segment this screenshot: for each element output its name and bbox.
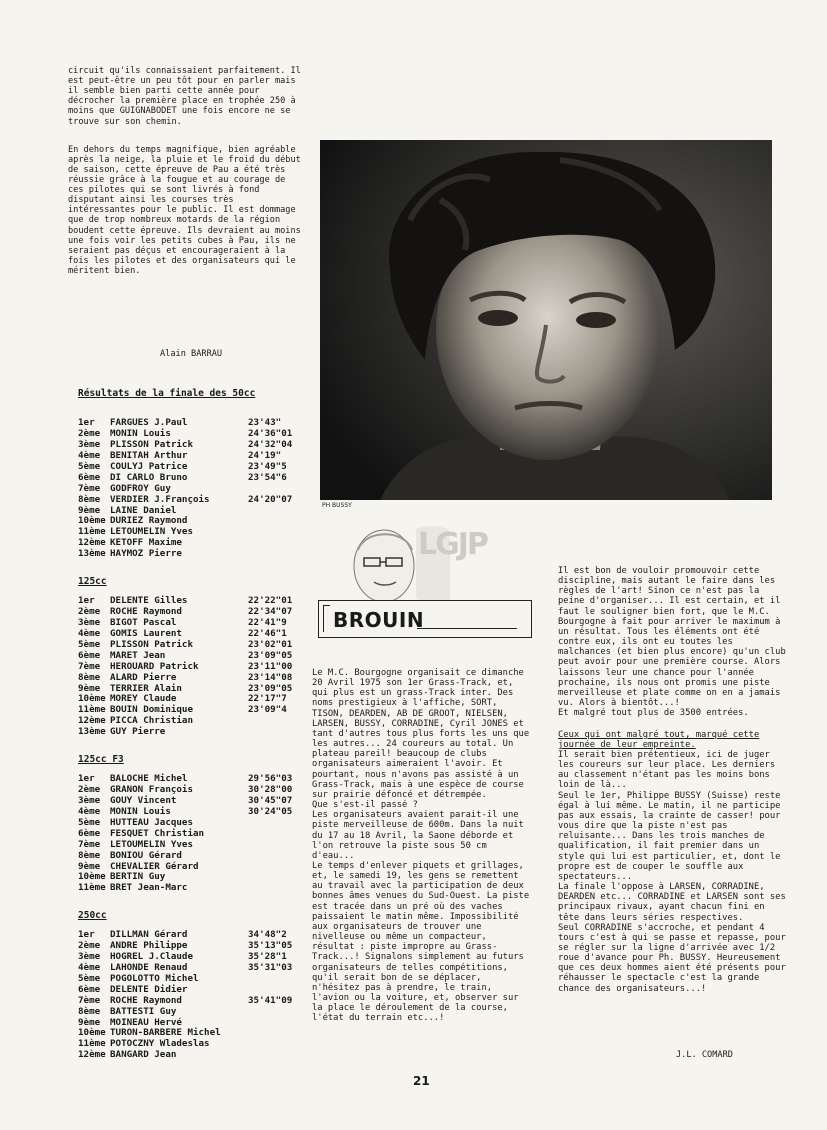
result-name: ANDRE Philippe <box>110 939 188 951</box>
result-time: 22'17"7 <box>248 693 287 705</box>
heading-rule <box>417 628 517 629</box>
result-name: GODFROY Guy <box>110 482 171 494</box>
result-row <box>78 1007 328 1018</box>
result-name: POGOLOTTO Michel <box>110 972 199 984</box>
result-time: 35'41"09 <box>248 994 293 1006</box>
result-rank: 10ème <box>78 871 106 883</box>
result-rank: 7ème <box>78 838 101 850</box>
result-rank: 12ème <box>78 715 106 727</box>
result-time: 29'56"03 <box>248 773 293 784</box>
results-50cc <box>78 418 328 560</box>
result-time: 30'45"07 <box>248 794 293 806</box>
result-name: MONIN Louis <box>110 427 171 439</box>
result-row <box>78 829 328 840</box>
result-name: LAHONDE Renaud <box>110 961 188 973</box>
result-rank: 3ème <box>78 794 101 806</box>
result-row <box>78 651 328 662</box>
result-time: 24'32"04 <box>248 438 293 450</box>
result-rank: 7ème <box>78 482 101 494</box>
result-name: PLISSON Patrick <box>110 638 193 650</box>
result-time: 22'34"07 <box>248 605 293 617</box>
results-125cc-title: 125cc <box>78 576 107 587</box>
result-row <box>78 1050 328 1061</box>
result-name: BONIOU Gérard <box>110 849 182 861</box>
result-rank: 13ème <box>78 726 106 738</box>
result-rank: 5ème <box>78 972 101 984</box>
result-time: 23'54"6 <box>248 471 287 483</box>
result-time: 30'24"05 <box>248 805 293 817</box>
result-name: LAINE Daniel <box>110 504 177 516</box>
result-name: PICCA Christian <box>110 715 193 727</box>
result-time: 22'41"9 <box>248 616 287 628</box>
result-rank: 2ème <box>78 427 101 439</box>
result-name: COULYJ Patrice <box>110 460 188 472</box>
result-name: ROCHE Raymond <box>110 994 182 1006</box>
result-name: TURON-BARBERE Michel <box>110 1027 221 1039</box>
result-rank: 4ème <box>78 627 101 639</box>
result-name: HAYMOZ Pierre <box>110 548 182 560</box>
result-rank: 1er <box>78 417 95 428</box>
result-name: ALARD Pierre <box>110 671 177 683</box>
result-rank: 8ème <box>78 849 101 861</box>
result-name: KETOFF Maxime <box>110 537 182 549</box>
result-name: DELENTE Gilles <box>110 595 188 606</box>
results-250cc <box>78 930 328 1061</box>
result-time: 35'13"05 <box>248 939 293 951</box>
result-rank: 4ème <box>78 449 101 461</box>
rider-portrait-photo <box>320 140 772 500</box>
result-name: HEROUARD Patrick <box>110 660 199 672</box>
result-rank: 4ème <box>78 805 101 817</box>
result-time: 30'28"00 <box>248 783 293 795</box>
result-rank: 2ème <box>78 939 101 951</box>
result-time: 23'14"08 <box>248 671 293 683</box>
result-rank: 8ème <box>78 493 101 505</box>
result-time: 23'49"5 <box>248 460 287 472</box>
result-rank: 8ème <box>78 1005 101 1017</box>
result-rank: 2ème <box>78 783 101 795</box>
photo-credit: PH BUSSY <box>322 502 352 509</box>
result-name: BENITAH Arthur <box>110 449 188 461</box>
intro-text <box>68 56 303 294</box>
result-time: 23'11"00 <box>248 660 293 672</box>
result-name: PLISSON Patrick <box>110 438 193 450</box>
column-heading-box <box>318 600 532 638</box>
result-row <box>78 473 328 484</box>
result-row <box>78 985 328 996</box>
result-rank: 2ème <box>78 605 101 617</box>
result-rank: 3ème <box>78 616 101 628</box>
result-name: BIGOT Pascal <box>110 616 177 628</box>
result-time: 23'09"4 <box>248 704 287 716</box>
results-125cc-f3 <box>78 774 328 894</box>
result-name: CHEVALIER Gérard <box>110 860 199 872</box>
result-rank: 1er <box>78 773 95 784</box>
result-name: LETOUMELIN Yves <box>110 526 193 538</box>
result-row <box>78 840 328 851</box>
result-rank: 10ème <box>78 1027 106 1039</box>
result-name: BALOCHE Michel <box>110 773 188 784</box>
result-time: 24'19" <box>248 449 282 461</box>
result-row <box>78 662 328 673</box>
result-rank: 9ème <box>78 504 101 516</box>
intro-author: Alain BARRAU <box>160 349 223 359</box>
result-time: 23'09"05 <box>248 649 293 661</box>
result-rank: 4ème <box>78 961 101 973</box>
result-row <box>78 851 328 862</box>
result-rank: 6ème <box>78 983 101 995</box>
result-rank: 1er <box>78 595 95 606</box>
result-name: ROCHE Raymond <box>110 605 182 617</box>
result-name: DELENTE Didier <box>110 983 188 995</box>
result-rank: 9ème <box>78 682 101 694</box>
result-name: MARET Jean <box>110 649 166 661</box>
result-rank: 12ème <box>78 1049 106 1061</box>
page-number: 21 <box>413 1074 430 1088</box>
result-name: BERTIN Guy <box>110 871 166 883</box>
result-name: HUTTEAU Jacques <box>110 816 193 828</box>
result-time: 23'09"05 <box>248 682 293 694</box>
result-rank: 11ème <box>78 882 106 894</box>
result-name: MOINEAU Hervé <box>110 1016 182 1028</box>
result-name: GOMIS Laurent <box>110 627 182 639</box>
result-rank: 5ème <box>78 460 101 472</box>
author-caricature <box>346 520 487 606</box>
result-time: 24'36"01 <box>248 427 293 439</box>
result-name: DILLMAN Gérard <box>110 929 188 940</box>
result-name: DI CARLO Bruno <box>110 471 188 483</box>
result-rank: 10ème <box>78 515 106 527</box>
result-rank: 8ème <box>78 671 101 683</box>
result-rank: 6ème <box>78 471 101 483</box>
result-name: BANGARD Jean <box>110 1049 177 1061</box>
result-name: TERRIER Alain <box>110 682 182 694</box>
results-125cc <box>78 596 328 738</box>
result-time: 23'43" <box>248 417 282 428</box>
result-rank: 11ème <box>78 1038 106 1050</box>
result-name: GUY Pierre <box>110 726 166 738</box>
result-rank: 3ème <box>78 950 101 962</box>
result-time: 24'20"07 <box>248 493 293 505</box>
results-250cc-title: 250cc <box>78 910 107 921</box>
result-row <box>78 484 328 495</box>
result-time: 23'02"01 <box>248 638 293 650</box>
result-rank: 10ème <box>78 693 106 705</box>
result-name: VERDIER J.François <box>110 493 210 505</box>
result-name: LETOUMELIN Yves <box>110 838 193 850</box>
article-column-2-top: Il est bon de vouloir promouvoir cette discipline, mais autant le faire dans les règles de l'art! Sinon ce n'est pas la peine d'organiser... Il est certain, et il faut le souligner bien fort, que le M.C. Bourgogne à fait pour arriver le maximum à un résultat. Tous les éléments ont été contre eux, ils ont eu toutes les malchances (et bien plus encore) qu'un club peut avoir pour une première course. Alors laissons leur une chance pour l'année prochaine, ils nous ont promis une piste merveilleuse et plate comme on en a jamais vu. Alors à bientôt...! Et malgré tout plus de 3500 entrées. <box>558 566 786 719</box>
result-name: MONIN Louis <box>110 805 171 817</box>
result-name: FESQUET Christian <box>110 827 205 839</box>
results-title: Résultats de la finale des 50cc <box>78 388 256 399</box>
result-time: 22'46"1 <box>248 627 287 639</box>
result-time: 34'48"2 <box>248 929 287 940</box>
result-name: BATTESTI Guy <box>110 1005 177 1017</box>
result-rank: 11ème <box>78 704 106 716</box>
column-heading: BROUIN <box>333 608 425 632</box>
result-row <box>78 495 328 506</box>
article-author: J.L. COMARD <box>676 1050 733 1060</box>
results-125cc-f3-title: 125cc F3 <box>78 754 124 765</box>
result-rank: 9ème <box>78 860 101 872</box>
result-row <box>78 996 328 1007</box>
result-time: 22'22"01 <box>248 595 293 606</box>
result-rank: 6ème <box>78 827 101 839</box>
article-subheading: Ceux qui ont malgré tout, marqué cette journée de leur empreinte. <box>558 730 760 751</box>
result-rank: 9ème <box>78 1016 101 1028</box>
result-time: 35'28"1 <box>248 950 287 962</box>
result-rank: 1er <box>78 929 95 940</box>
intro-paragraph: En dehors du temps magnifique, bien agréable après la neige, la pluie et le froid du début de saison, cette épreuve de Pau a été très réussie grâce à la fougue et au courage de ces pilotes qui se sont livrés à fond disputant ainsi les courses très intéressantes pour le public. Il est dommage que de trop nombreux motards de la région boudent cette épreuve. Ils devraient au moins une fois voir les petits cubes à Pau, ils ne seraient pas déçus et encourageraient à la fois les pilotes et des organisateurs qui le méritent bien. <box>68 144 301 276</box>
result-rank: 12ème <box>78 537 106 549</box>
result-name: FARGUES J.Paul <box>110 417 188 428</box>
result-rank: 7ème <box>78 660 101 672</box>
result-name: POTOCZNY Wladeslas <box>110 1038 210 1050</box>
result-time: 35'31"03 <box>248 961 293 973</box>
result-name: DURIEZ Raymond <box>110 515 188 527</box>
result-name: GOUY Vincent <box>110 794 177 806</box>
caricature-initials: LGJP <box>418 527 487 562</box>
result-rank: 11ème <box>78 526 106 538</box>
heading-bracket <box>323 605 330 632</box>
result-row <box>78 727 328 738</box>
result-name: BRET Jean-Marc <box>110 882 188 894</box>
result-name: HOGREL J.Claude <box>110 950 193 962</box>
result-row <box>78 549 328 560</box>
result-rank: 6ème <box>78 649 101 661</box>
result-rank: 5ème <box>78 816 101 828</box>
result-name: GRANON François <box>110 783 193 795</box>
intro-paragraph: circuit qu'ils connaissaient parfaitement. Il est peut-être un peu tôt pour en parler mais il semble bien parti cette année pour décrocher la première place en trophée 250 à moins que GUIGNABODET une fois encore ne se trouve sur son chemin. <box>68 66 301 127</box>
result-name: MOREY Claude <box>110 693 177 705</box>
result-rank: 13ème <box>78 548 106 560</box>
result-row <box>78 883 328 894</box>
result-row <box>78 673 328 684</box>
result-name: BOUIN Dominique <box>110 704 193 716</box>
article-column-2-bottom: Il serait bien prétentieux, ici de juger les coureurs sur leur place. Les derniers au classement n'étant pas les moins bons loin de là... Seul le 1er, Philippe BUSSY (Suisse) reste égal à lui même. Le matin, il ne participe pas aux essais, la crainte de casser! pour vous dire que la piste n'est pas reluisante... Dans les trois manches de qualification, il fait premier dans un style qui lui est particulier, et, dont le propre est de couper le souffle aux spectateurs... La finale l'oppose à LARSEN, CORRADINE, DEARDEN etc... CORRADINE et LARSEN sont ses principaux rivaux, ayant chacun fini en tête dans leurs séries respectives. Seul CORRADINE s'accroche, et pendant 4 tours c'est à qui se passe et repasse, pour se régler sur la ligne d'arrivée avec 1/2 roue d'avance pour Ph. BUSSY. Heureusement que ces deux hommes aient été présents pour réhausser le spectacle c'est la grande chance des organisateurs...! <box>558 750 786 994</box>
portrait-image <box>320 140 772 500</box>
result-rank: 7ème <box>78 994 101 1006</box>
article-column-1: Le M.C. Bourgogne organisait ce dimanche 20 Avril 1975 son 1er Grass-Track, et, qui plus est un grass-Track inter. Des noms prestigieux à l'affiche, SORT, TISON, DEARDEN, AB DE GROOT, NIELSEN, LARSEN, BUSSY, CORRADINE, Cyril JONES et tant d'autres tous plus forts les uns que les autres... 24 coureurs au total. Un plateau pareil! beaucoup de clubs organisateurs aimeraient l'avoir. Et pourtant, nous n'avons pas assisté à un Grass-Track, mais à une espèce de course sur prairie défoncé et détrempée. Que s'est-il passé ? Les organisateurs avaient parait-il une piste merveilleuse de 600m. Dans la nuit du 17 au 18 Avril, la Saone déborde et l'on retrouve la piste sous 50 cm d'eau... Le temps d'enlever piquets et grillages, et, le samedi 19, les gens se remettent au travail avec la participation de deux bonnes âmes venues du Sud-Ouest. La piste est tracée dans un pré où des vaches paissaient le matin même. Impossibilité aux organisateurs de trouver une nivelleuse ou même un compacteur, résultat : piste impropre au Grass-Track...! Signalons simplement au futurs organisateurs de telles compétitions, qu'il serait bon de se déplacer, n'hésitez pas à prendre, le train, l'avion ou la voiture, et, observer sur la place le déroulement de la course, l'état du terrain etc...! <box>312 668 530 1024</box>
result-rank: 3ème <box>78 438 101 450</box>
result-rank: 5ème <box>78 638 101 650</box>
